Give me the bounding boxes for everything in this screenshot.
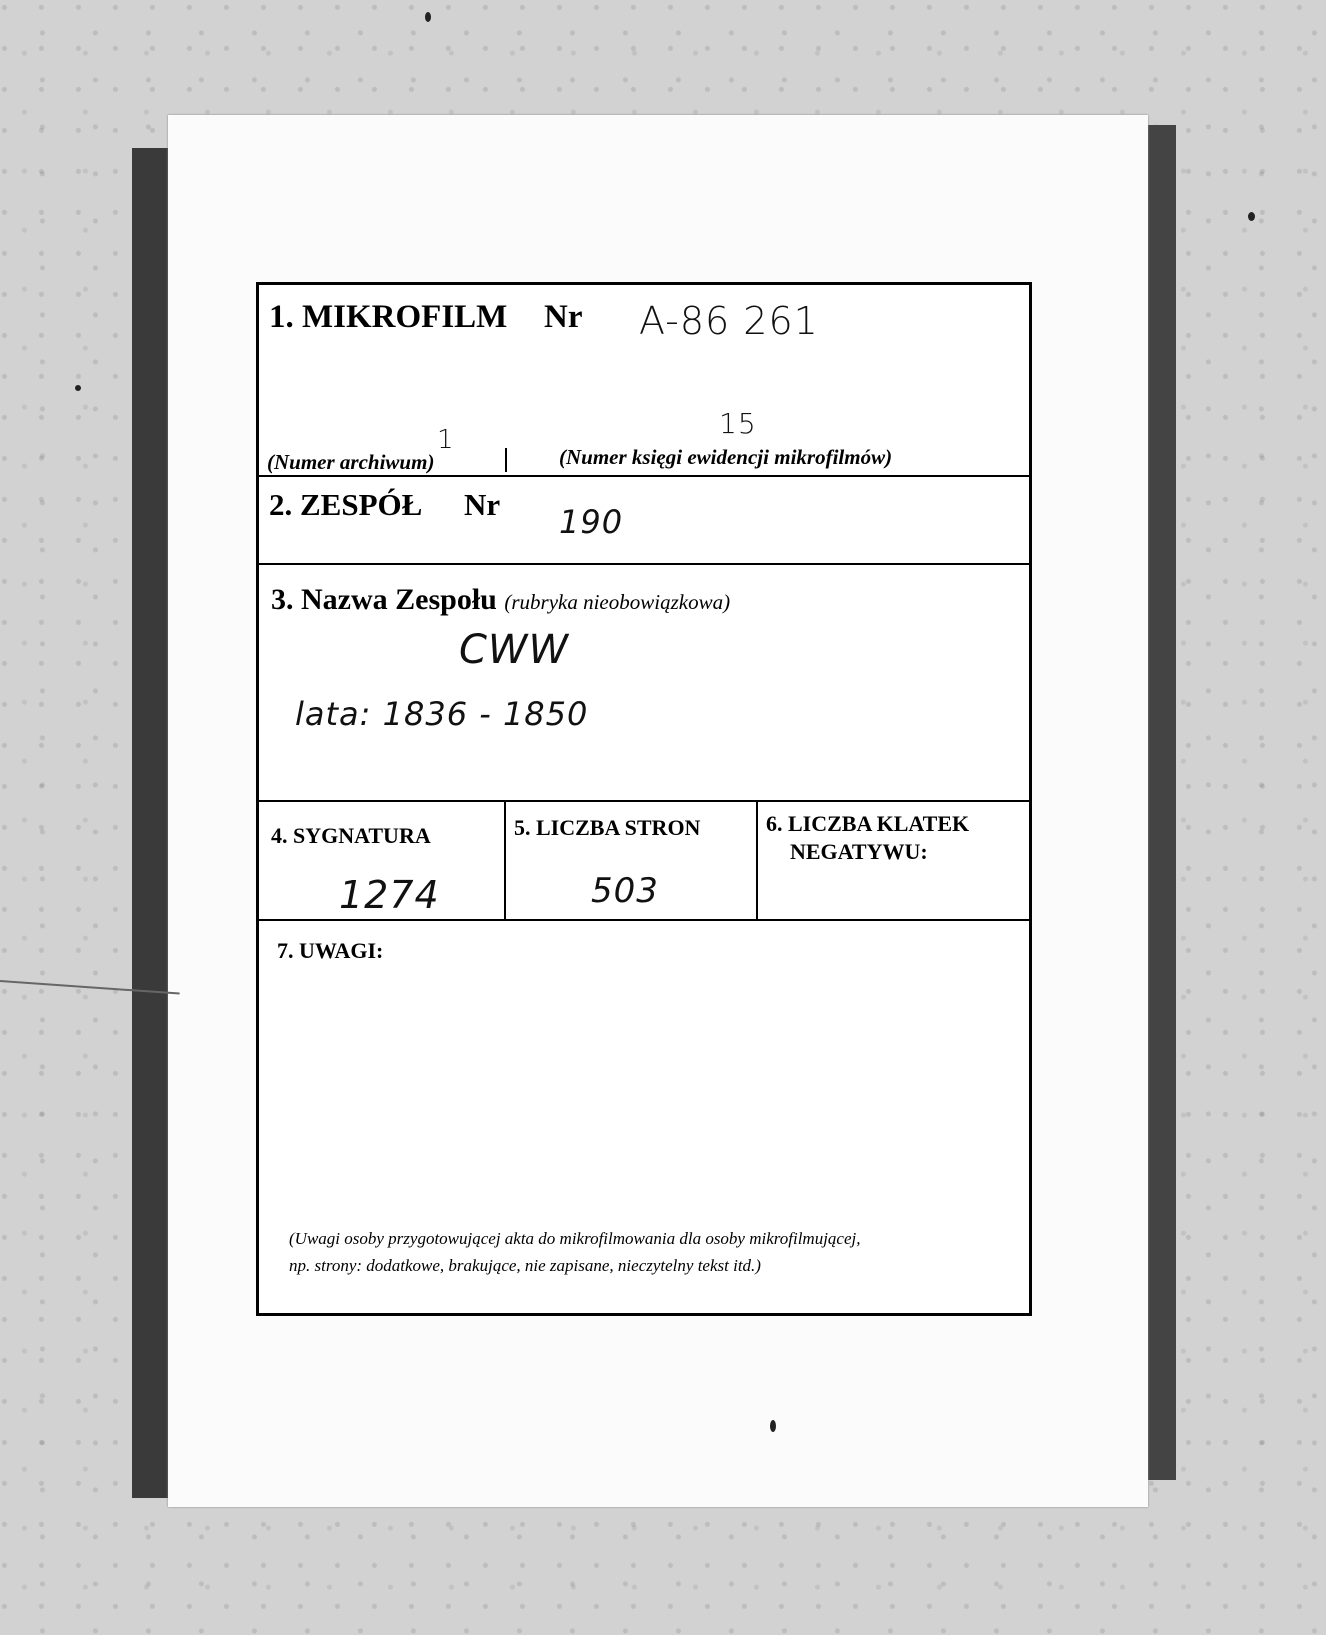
- liczba-stron-cell: [506, 801, 758, 919]
- liczba-klatek-label-2: NEGATYWU:: [790, 839, 928, 864]
- scan-speck: [1248, 212, 1255, 221]
- archive-number-label: (Numer archiwum): [267, 450, 435, 474]
- liczba-stron-value: 503: [591, 871, 659, 911]
- archive-number-value: 1: [437, 425, 455, 455]
- zespol-nr-label: Nr: [464, 487, 501, 522]
- archive-divider: [505, 448, 507, 472]
- uwagi-footnote-line-2: np. strony: dodatkowe, brakujące, nie zapisane, nieczytelny tekst itd.): [289, 1256, 761, 1275]
- liczba-klatek-label-1: 6. LICZBA KLATEK: [766, 811, 970, 836]
- zespol-label: 2. ZESPÓŁ: [269, 487, 423, 522]
- scan-speck: [75, 385, 81, 391]
- microfilm-card-sheet: [168, 115, 1148, 1507]
- liczba-klatek-cell: [758, 801, 1026, 919]
- scan-speck: [425, 12, 431, 22]
- sygnatura-value: 1274: [339, 873, 440, 917]
- zespol-number-value: 190: [559, 503, 624, 541]
- microfilm-form: [256, 282, 1032, 1316]
- liczba-stron-label: 5. LICZBA STRON: [514, 815, 701, 840]
- register-number-value: 15: [719, 407, 757, 440]
- mikrofilm-number-value: A-86 261: [639, 299, 819, 343]
- uwagi-label: 7. UWAGI:: [277, 938, 384, 963]
- uwagi-footnote-line-1: (Uwagi osoby przygotowującej akta do mikrofilmowania dla osoby mikrofilmującej,: [289, 1229, 861, 1248]
- mikrofilm-nr-label: Nr: [544, 299, 583, 335]
- nazwa-zespolu-value: CWW: [459, 627, 570, 673]
- section-uwagi: [259, 920, 1029, 1313]
- nazwa-zespolu-note: (rubryka nieobowiązkowa): [504, 590, 731, 614]
- uwagi-footnote: [289, 1225, 1024, 1279]
- mikrofilm-label: 1. MIKROFILM: [269, 299, 508, 335]
- section-sygnatura-row: [259, 801, 1029, 921]
- film-edge-left: [132, 148, 172, 1498]
- years-value: lata: 1836 - 1850: [295, 695, 589, 733]
- nazwa-zespolu-title: 3. Nazwa Zespołu: [271, 583, 497, 616]
- section-zespol: [259, 475, 1029, 565]
- scan-speck: [770, 1420, 776, 1432]
- nazwa-zespolu-label: [271, 583, 730, 617]
- register-number-label: (Numer księgi ewidencji mikrofilmów): [559, 445, 893, 469]
- sygnatura-cell: [259, 801, 506, 919]
- section-nazwa-zespolu: [259, 565, 1029, 802]
- section-mikrofilm: [259, 285, 1029, 477]
- sygnatura-label: 4. SYGNATURA: [271, 823, 431, 848]
